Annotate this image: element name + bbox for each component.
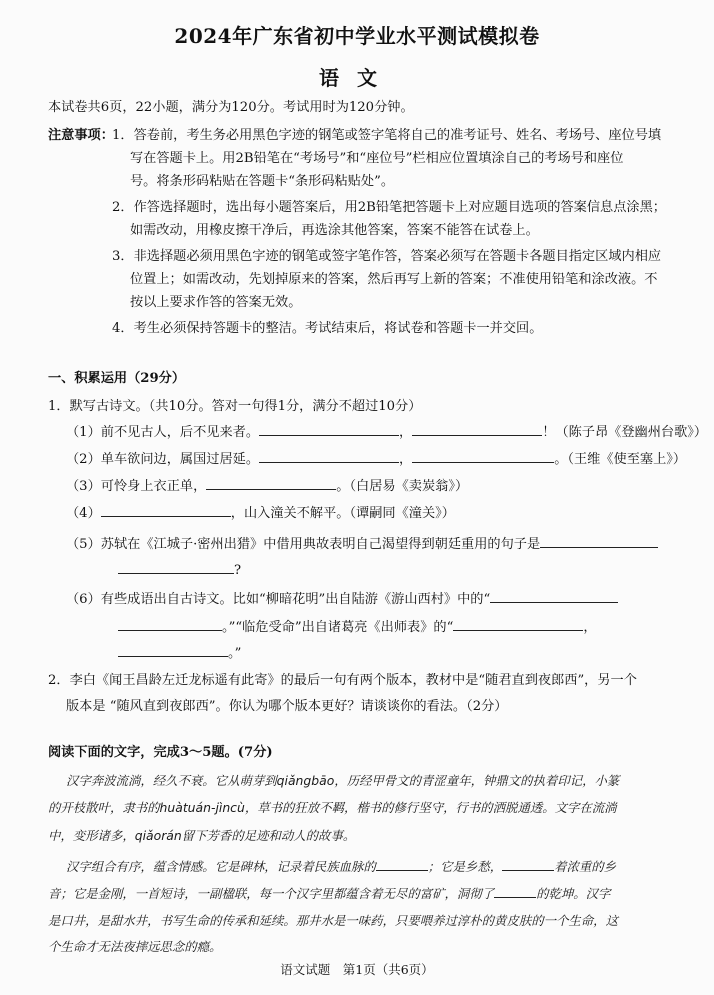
exam-title: 2024年广东省初中学业水平测试模拟卷 xyxy=(174,24,540,48)
question-1-item-1: （1）前不见古人，后不见来者。 ， ！（陈子昂《登幽州台歌》） xyxy=(66,425,708,440)
notice-line: 3．非选择题必须用黑色字迹的钢笔或签字笔作答，答案必须写在答题卡各题目指定区域内相应 xyxy=(112,249,662,264)
notice-label: 注意事项： xyxy=(48,128,114,143)
subject-title: 语文 xyxy=(319,66,395,90)
notice-line: 按以上要求作答的答案无效。 xyxy=(130,295,302,310)
answer-blank[interactable] xyxy=(494,885,536,898)
question-1-item-3: （3）可怜身上衣正单， 。（白居易《卖炭翁》） xyxy=(66,479,469,494)
answer-blank[interactable] xyxy=(118,618,222,631)
answer-blank[interactable] xyxy=(453,618,583,631)
answer-blank[interactable] xyxy=(502,858,554,871)
answer-blank[interactable] xyxy=(376,858,428,871)
notice-line: 1．答卷前，考生务必用黑色字迹的钢笔或签字笔将自己的准考证号、姓名、考场号、座位号填 xyxy=(112,128,662,143)
passage-line: 汉字奔波流淌，经久不衰。它从萌芽到qiǎngbāo，历经甲骨文的青涩童年，钟鼎文的执着印记，小篆 xyxy=(66,773,620,788)
exam-intro: 本试卷共6页，22小题，满分为120分。考试用时为120分钟。 xyxy=(48,100,414,115)
question-2-line: 版本是 “随风直到夜郎西”。你认为哪个版本更好？请谈谈你的看法。（2分） xyxy=(66,699,508,714)
passage-line: 音；它是金刚，一首短诗，一副楹联，每一个汉字里都蕴含着无尽的富矿，洞彻了 的乾坤。汉字 xyxy=(48,886,611,901)
answer-blank[interactable] xyxy=(490,590,618,603)
page-footer: 语文试题 第1页（共6页） xyxy=(280,962,434,977)
reading-title: 阅读下面的文字，完成3～5题。(7分) xyxy=(48,745,273,760)
answer-blank[interactable] xyxy=(412,450,554,463)
passage-line: 个生命才无法夜摔远思念的瘾。 xyxy=(48,939,222,954)
notice-line: 位置上；如需改动，先划掉原来的答案，然后再写上新的答案；不准使用铅笔和涂改液。不 xyxy=(130,272,658,287)
question-1-item-5-cont: ? xyxy=(118,561,241,580)
question-1-item-4: （4） ，山入潼关不解平。（谭嗣同《潼关》） xyxy=(66,506,455,521)
answer-blank[interactable] xyxy=(540,535,658,548)
question-2-line: 2．李白《闻王昌龄左迁龙标遥有此寄》的最后一句有两个版本，教材中是“随君直到夜郎西”，另一个 xyxy=(48,673,637,688)
answer-blank[interactable] xyxy=(412,423,542,436)
question-1-item-6-cont: 。”“临危受命”出自诸葛亮《出师表》的“ ， xyxy=(118,618,597,637)
notice-line: 写在答题卡上。用2B铅笔在“考场号”和“座位号”栏相应位置填涂自己的考场号和座位 xyxy=(130,151,624,166)
answer-blank[interactable] xyxy=(206,477,336,490)
question-1-item-5: （5）苏轼在《江城子·密州出猎》中借用典故表明自己渴望得到朝廷重用的句子是 xyxy=(66,535,658,554)
question-1-item-6-cont2: 。” xyxy=(118,644,241,663)
answer-blank[interactable] xyxy=(101,504,231,517)
question-1-item-2: （2）单车欲问边，属国过居延。 ， 。（王维《使至塞上》） xyxy=(66,452,687,467)
question-1-item-6: （6）有些成语出自古诗文。比如“柳暗花明”出自陆游《游山西村》中的“ xyxy=(66,590,618,609)
answer-blank[interactable] xyxy=(259,450,399,463)
answer-blank[interactable] xyxy=(118,561,234,574)
section-title: 一、积累运用（29分） xyxy=(48,371,186,386)
passage-line: 汉字组合有序，蕴含情感。它是碑林，记录着民族血脉的 ；它是乡愁， 着浓重的乡 xyxy=(66,859,617,874)
notice-line: 4．考生必须保持答题卡的整洁。考试结束后，将试卷和答题卡一并交回。 xyxy=(112,321,543,336)
notice-line: 号。将条形码粘贴在答题卡“条形码粘贴处”。 xyxy=(130,174,395,189)
notice-line: 如需改动，用橡皮擦干净后，再选涂其他答案，答案不能答在试卷上。 xyxy=(130,223,539,238)
answer-blank[interactable] xyxy=(259,423,399,436)
passage-line: 中，变形诸多，qiǎorán留下芳香的足迹和动人的故事。 xyxy=(48,828,356,843)
passage-line: 的开枝散叶，隶书的huàtuán-jìncù，草书的狂放不羁，楷书的修行坚守，行书的洒脱通透。文字在流淌 xyxy=(48,800,617,815)
passage-line: 是口井，是甜水井，书写生命的传承和延续。那井水是一味药，只要喂养过淳朴的黄皮肤的一个生命，这 xyxy=(48,913,618,928)
question-1-stem: 1．默写古诗文。（共10分。答对一句得1分，满分不超过10分） xyxy=(48,399,422,414)
notice-line: 2．作答选择题时，选出每小题答案后，用2B铅笔把答题卡上对应题目选项的答案信息点涂黑； xyxy=(112,200,666,215)
answer-blank[interactable] xyxy=(118,644,228,657)
